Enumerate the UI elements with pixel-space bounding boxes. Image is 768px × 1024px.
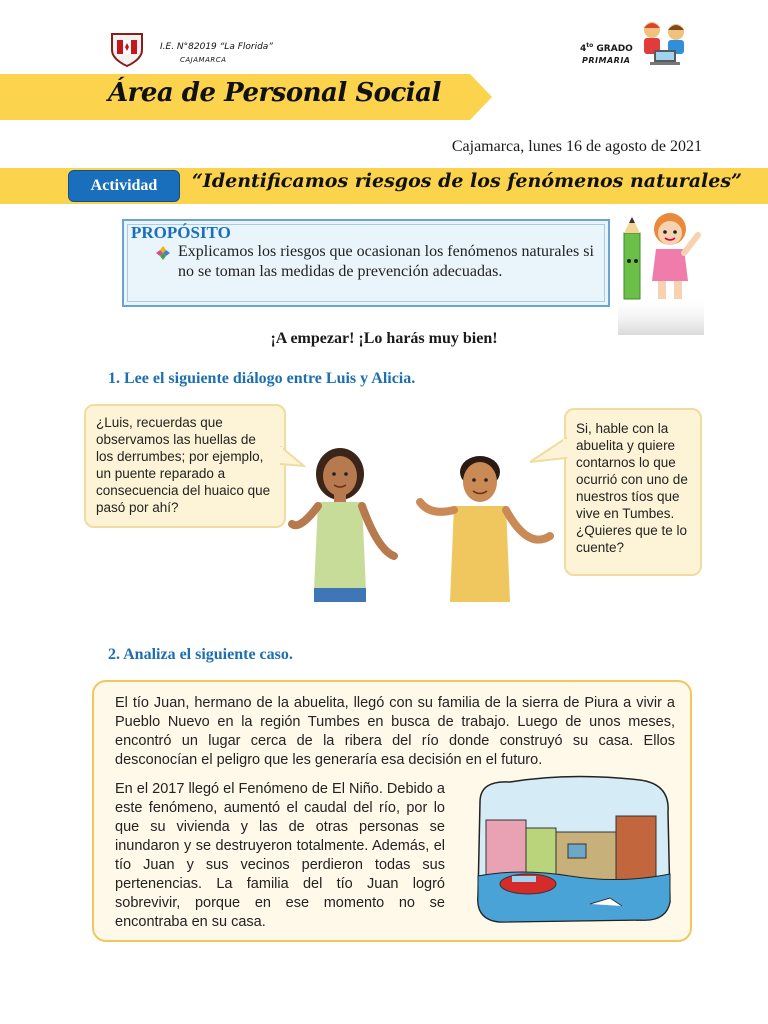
luis-speech-bubble: Si, hable con la abuelita y quiere contarnos lo que ocurrió con uno de nuestros tíos que vive en Tumbes. ¿Quieres que te lo cuente? [564,408,702,576]
alicia-speech-bubble: ¿Luis, recuerdas que observamos las huellas de los derrumbes; por ejemplo, un puente reparado a consecuencia del huaico que pasó por ahí? [84,404,286,528]
case-paragraph-2: En el 2017 llegó el Fenómeno de El Niño. Debido a este fenómeno, aumentó el caudal del río, por lo que su vivienda y las de otras personas se inundaron y se destruyeron totalmente. Además, el tío Juan y sus vecinos perdieron todas sus pertenencias. La familia del tío Juan logró sobrevivir, porque en ese momento no se encontraba en su casa. [115,781,445,930]
kids-computer-icon [636,18,694,68]
flooded-houses-illustration [470,772,676,924]
grade-level: PRIMARIA [582,56,631,65]
girl-with-pencil-icon [618,205,704,335]
school-city: CAJAMARCA [180,56,227,64]
purpose-heading: PROPÓSITO [131,223,231,242]
activity-button[interactable]: Actividad [68,170,180,202]
area-title: Área de Personal Social [108,78,441,108]
question-2-heading: 2. Analiza el siguiente caso. [108,646,293,663]
bullet-icon [156,246,170,260]
alicia-and-luis-illustration [270,440,570,602]
school-crest-icon [108,30,146,68]
case-paragraph-1: El tío Juan, hermano de la abuelita, llegó con su familia de la sierra de Piura a vivir a Pueblo Nuevo en la región Tumbes en busca de trabajo. Luego de unos meses, encontró un lugar cerca de la ribera del río donde construyó su casa. Ellos desconocían el peligro que les generaría esa decisión en el futuro. [115,695,675,768]
question-1-heading: 1. Lee el siguiente diálogo entre Luis y Alicia. [108,370,416,387]
purpose-text: Explicamos los riesgos que ocasionan los fenómenos naturales si no se toman las medidas de prevención adecuadas. [178,243,594,280]
encouragement-text: ¡A empezar! ¡Lo harás muy bien! [270,330,498,347]
grade-label: $4^{to}$ GRADO [580,42,633,54]
date-line: Cajamarca, lunes 16 de agosto de 2021 [451,138,702,155]
school-name: I.E. N°82019 “La Florida” [160,42,273,52]
activity-title: “Identificamos riesgos de los fenómenos naturales” [192,170,742,192]
